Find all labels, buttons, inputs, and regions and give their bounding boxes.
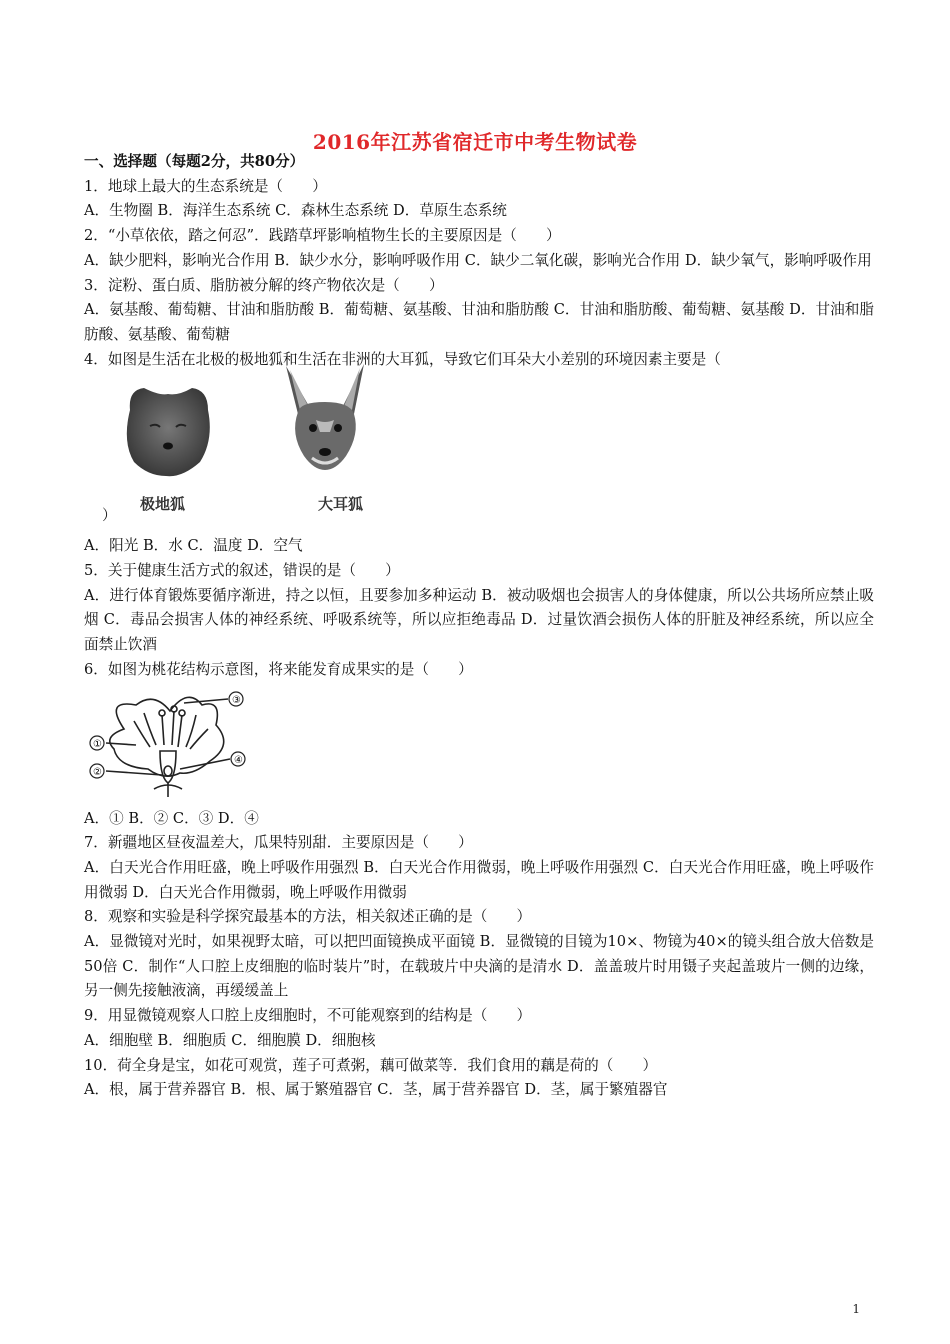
fox-caption-2: 大耳狐 bbox=[318, 495, 364, 514]
question-9-options: A．细胞壁 B．细胞质 C．细胞膜 D．细胞核 bbox=[84, 1031, 376, 1049]
fox-figure bbox=[84, 372, 874, 524]
question-8-stem: 8．观察和实验是科学探究最基本的方法，相关叙述正确的是（ ） bbox=[84, 908, 532, 926]
exam-content bbox=[84, 150, 874, 1103]
section-heading: 一、选择题（每题2分，共80分） bbox=[84, 153, 305, 170]
page-number: 1 bbox=[852, 1302, 860, 1316]
question-3-options: A．氨基酸、葡萄糖、甘油和脂肪酸 B．葡萄糖、氨基酸、甘油和脂肪酸 C．甘油和脂肪酸、葡萄糖、氨基酸 D．甘油和脂肪酸、氨基酸、葡萄糖 bbox=[84, 301, 874, 343]
arctic-fox-image bbox=[120, 380, 216, 480]
question-7-stem: 7．新疆地区昼夜温差大，瓜果特别甜．主要原因是（ ） bbox=[84, 834, 473, 852]
question-1-options: A．生物圈 B．海洋生态系统 C．森林生态系统 D．草原生态系统 bbox=[84, 202, 507, 220]
question-10-options: A．根，属于营养器官 B．根、属于繁殖器官 C．茎，属于营养器官 D．茎，属于繁殖器官 bbox=[84, 1081, 668, 1099]
question-5-stem: 5．关于健康生活方式的叙述，错误的是（ ） bbox=[84, 562, 400, 580]
question-5-options: A．进行体育锻炼要循序渐进，持之以恒，且要参加多种运动 B．被动吸烟也会损害人的身体健康，所以公共场所应禁止吸烟 C．毒品会损害人体的神经系统、呼吸系统等，所以应拒绝毒品 D．过量饮酒会损伤人体的肝脏及神经系统，所以应全面禁止饮酒 bbox=[84, 586, 874, 654]
question-1-stem: 1．地球上最大的生态系统是（ ） bbox=[84, 177, 327, 195]
question-7-options: A．白天光合作用旺盛，晚上呼吸作用强烈 B．白天光合作用微弱，晚上呼吸作用强烈 C．白天光合作用旺盛，晚上呼吸作用微弱 D．白天光合作用微弱，晚上呼吸作用微弱 bbox=[84, 858, 874, 901]
question-4-options: A．阳光 B．水 C．温度 D．空气 bbox=[84, 537, 303, 555]
flower-label-1: ① bbox=[93, 738, 102, 750]
flower-label-2: ② bbox=[93, 766, 102, 778]
question-6-stem: 6．如图为桃花结构示意图，将来能发育成果实的是（ ） bbox=[84, 660, 473, 678]
question-4-stem: 4．如图是生活在北极的极地狐和生活在非洲的大耳狐，导致它们耳朵大小差别的环境因素主要是（ bbox=[84, 350, 721, 368]
flower-label-4: ④ bbox=[234, 754, 243, 766]
fennec-fox-image bbox=[280, 362, 370, 480]
page-title: 2016年江苏省宿迁市中考生物试卷 bbox=[312, 130, 638, 154]
peach-flower-figure bbox=[84, 683, 874, 807]
question-4-tail: ） bbox=[102, 507, 117, 525]
question-3-stem: 3．淀粉、蛋白质、脂肪被分解的终产物依次是（ ） bbox=[84, 276, 444, 294]
flower-label-3: ③ bbox=[232, 694, 241, 706]
question-8-options: A．显微镜对光时，如果视野太暗，可以把凹面镜换成平面镜 B．显微镜的目镜为10×、物镜为40×的镜头组合放大倍数是50倍 C．制作“人口腔上皮细胞的临时装片”时，在载玻片中央滴的是清水 D．盖盖玻片时用镊子夹起盖玻片一侧的边缘，另一侧先接触液滴，再缓缓盖上 bbox=[84, 933, 874, 1000]
question-2-stem: 2．“小草依依，踏之何忍”．践踏草坪影响植物生长的主要原因是（ ） bbox=[84, 227, 561, 245]
question-9-stem: 9．用显微镜观察人口腔上皮细胞时，不可能观察到的结构是（ ） bbox=[84, 1007, 532, 1025]
question-6-options: A．① B．② C．③ D．④ bbox=[84, 809, 259, 827]
fox-caption-1: 极地狐 bbox=[140, 495, 186, 514]
question-10-stem: 10．荷全身是宝，如花可观赏，莲子可煮粥，藕可做菜等．我们食用的藕是荷的（ ） bbox=[84, 1056, 658, 1074]
question-2-options: A．缺少肥料，影响光合作用 B．缺少水分，影响呼吸作用 C．缺少二氧化碳，影响光合作用 D．缺少氧气，影响呼吸作用 bbox=[84, 251, 872, 269]
peach-flower-diagram bbox=[84, 685, 274, 803]
